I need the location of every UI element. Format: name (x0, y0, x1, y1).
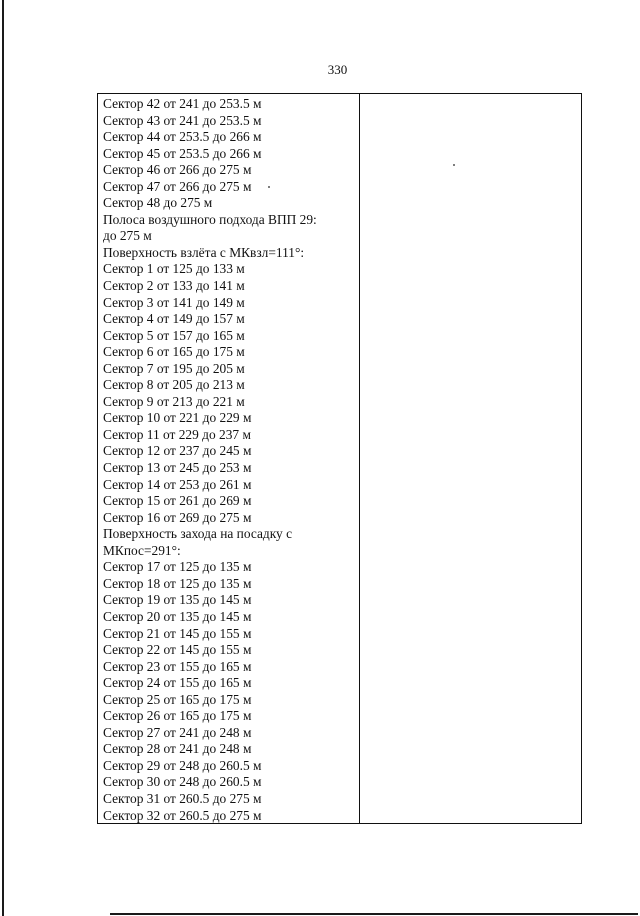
table-line: Сектор 45 от 253.5 до 266 м (103, 145, 262, 161)
table-line: Сектор 18 от 125 до 135 м (103, 575, 252, 591)
table-line: Сектор 20 от 135 до 145 м (103, 608, 252, 624)
table-line: Сектор 9 от 213 до 221 м (103, 393, 245, 409)
table-line: Сектор 11 от 229 до 237 м (103, 426, 251, 442)
scan-speck (453, 164, 455, 166)
table-line: Сектор 8 от 205 до 213 м (103, 377, 245, 393)
table-line: Сектор 30 от 248 до 260.5 м (103, 774, 262, 790)
scan-edge-bottom (110, 913, 638, 915)
scan-edge-left (2, 0, 4, 916)
table-line: Сектор 6 от 165 до 175 м (103, 344, 245, 360)
table-line: Сектор 42 от 241 до 253.5 м (103, 96, 262, 111)
table-line: Сектор 10 от 221 до 229 м (103, 410, 252, 426)
table-line: Сектор 12 от 237 до 245 м (103, 443, 252, 459)
table-line: Полоса воздушного подхода ВПП 29: (103, 211, 317, 227)
table-line: Поверхность взлёта с МКвзл=111°: (103, 244, 305, 260)
sector-table (97, 93, 582, 824)
table-line: Сектор 22 от 145 до 155 м (103, 642, 252, 658)
table-line: Сектор 1 от 125 до 133 м (103, 261, 245, 277)
table-line: Сектор 47 от 266 до 275 м (103, 178, 252, 194)
table-line: Сектор 5 от 157 до 165 м (103, 327, 245, 343)
table-line: Сектор 46 от 266 до 275 м (103, 162, 252, 178)
table-line: Сектор 15 от 261 до 269 м (103, 493, 252, 509)
table-line: Сектор 28 от 241 до 248 м (103, 741, 252, 757)
table-line: Сектор 26 от 165 до 175 м (103, 708, 252, 724)
table-line: Сектор 21 от 145 до 155 м (103, 625, 252, 641)
table-line: Сектор 44 от 253.5 до 266 м (103, 129, 262, 145)
table-line: Сектор 43 от 241 до 253.5 м (103, 112, 262, 128)
table-line: Сектор 29 от 248 до 260.5 м (103, 757, 262, 773)
table-line: Сектор 48 до 275 м (103, 195, 213, 211)
table-line: до 275 м (103, 228, 152, 244)
table-line: Сектор 19 от 135 до 145 м (103, 592, 252, 608)
table-line: Сектор 24 от 155 до 165 м (103, 675, 252, 691)
table-line: Сектор 16 от 269 до 275 м (103, 509, 252, 525)
column-divider (359, 94, 360, 823)
table-line: Сектор 31 от 260.5 до 275 м (103, 790, 262, 806)
sector-list-cell (103, 96, 355, 824)
table-line: Сектор 25 от 165 до 175 м (103, 691, 252, 707)
table-line: Сектор 14 от 253 до 261 м (103, 476, 252, 492)
table-line: Сектор 13 от 245 до 253 м (103, 460, 252, 476)
table-line: Поверхность захода на посадку с (103, 526, 293, 542)
table-line: Сектор 23 от 155 до 165 м (103, 658, 252, 674)
table-line: Сектор 27 от 241 до 248 м (103, 724, 252, 740)
table-line: Сектор 3 от 141 до 149 м (103, 294, 245, 310)
table-line: Сектор 17 от 125 до 135 м (103, 559, 252, 575)
scan-speck (268, 186, 270, 188)
table-line: Сектор 7 от 195 до 205 м (103, 360, 245, 376)
table-line: МКпос=291°: (103, 542, 181, 558)
table-line: Сектор 32 от 260.5 до 275 м (103, 807, 262, 823)
table-line: Сектор 2 от 133 до 141 м (103, 278, 245, 294)
page-number: 330 (327, 62, 348, 77)
table-line: Сектор 4 от 149 до 157 м (103, 311, 245, 327)
